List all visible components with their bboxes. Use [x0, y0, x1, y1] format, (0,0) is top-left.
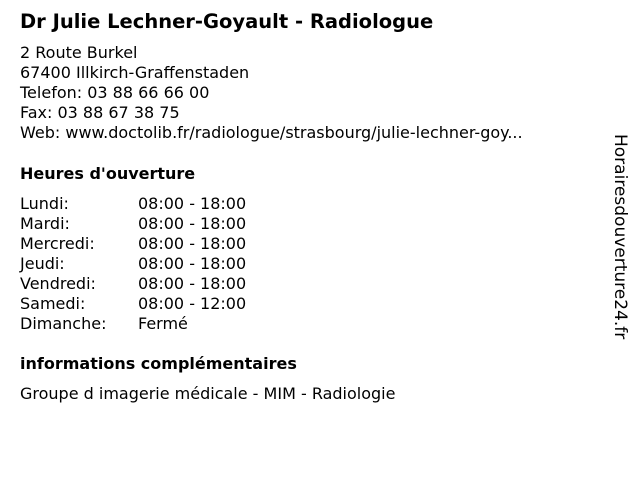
website-link: Web: www.doctolib.fr/radiologue/strasbourg/julie-lechner-goy... — [20, 123, 523, 142]
hours-row-monday — [20, 194, 320, 214]
hours-row-friday — [20, 274, 320, 294]
fax-number: Fax: 03 88 67 38 75 — [20, 103, 180, 122]
city-address: 67400 Illkirch-Graffenstaden — [20, 63, 250, 82]
hours-row-saturday — [20, 294, 320, 314]
time-value: 08:00 - 12:00 — [138, 294, 247, 313]
time-value: 08:00 - 18:00 — [138, 234, 247, 253]
address-block — [20, 43, 523, 143]
time-value: 08:00 - 18:00 — [138, 214, 247, 233]
time-value: 08:00 - 18:00 — [138, 194, 247, 213]
hours-row-wednesday — [20, 234, 320, 254]
day-label: Samedi: — [20, 294, 86, 313]
phone-number: Telefon: 03 88 66 66 00 — [20, 83, 210, 102]
time-value: 08:00 - 18:00 — [138, 274, 247, 293]
time-value: 08:00 - 18:00 — [138, 254, 247, 273]
hours-row-tuesday — [20, 214, 320, 234]
hours-heading: Heures d'ouverture — [20, 164, 196, 183]
opening-hours-table — [20, 194, 320, 334]
day-label: Dimanche: — [20, 314, 107, 333]
hours-row-sunday — [20, 314, 320, 334]
page-title: Dr Julie Lechner-Goyault - Radiologue — [20, 10, 434, 33]
street-address: 2 Route Burkel — [20, 43, 138, 62]
day-label: Mercredi: — [20, 234, 95, 253]
site-watermark: Horairesdouverture24.fr — [610, 134, 630, 340]
info-heading: informations complémentaires — [20, 354, 297, 373]
time-value: Fermé — [138, 314, 188, 333]
day-label: Mardi: — [20, 214, 70, 233]
info-text: Groupe d imagerie médicale - MIM - Radiologie — [20, 384, 396, 403]
day-label: Vendredi: — [20, 274, 96, 293]
day-label: Jeudi: — [20, 254, 65, 273]
day-label: Lundi: — [20, 194, 69, 213]
hours-row-thursday — [20, 254, 320, 274]
